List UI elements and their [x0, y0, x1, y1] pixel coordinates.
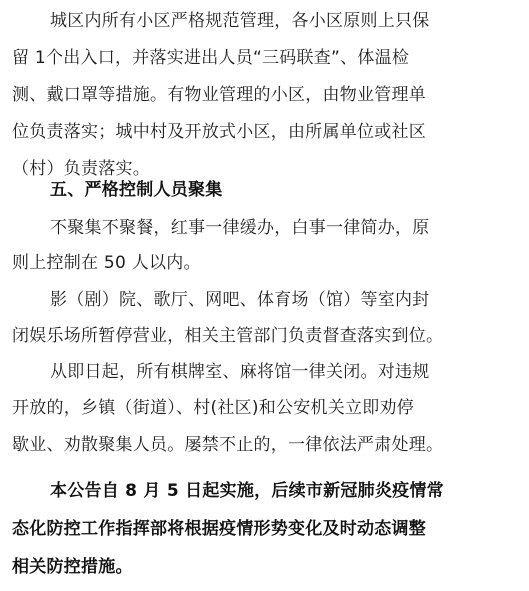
body-line: 开放的，乡镇（街道）、村(社区)和公安机关立即劝停 — [12, 398, 415, 418]
body-line: 影（剧）院、歌厅、网吧、体育场（馆）等室内封 — [50, 290, 430, 310]
body-line: 歇业、劝散聚集人员。屡禁不止的，一律依法严肃处理。 — [12, 435, 444, 455]
announcement-line: 相关防控措施。 — [12, 557, 133, 577]
announcement-line: 态化防控工作指挥部将根据疫情形势变化及时动态调整 — [12, 519, 426, 539]
body-line: 测、戴口罩等措施。有物业管理的小区，由物业管理单 — [12, 85, 426, 105]
body-line: 留 1个出入口，并落实进出人员“三码联查”、体温检 — [12, 48, 410, 68]
announcement-line: 本公告自 8 月 5 日起实施，后续市新冠肺炎疫情常 — [50, 481, 444, 501]
body-line: 位负责落实；城中村及开放式小区，由所属单位或社区 — [12, 122, 426, 142]
body-line: 城区内所有小区严格规范管理，各小区原则上只保 — [50, 11, 430, 31]
body-line: 则上控制在 50 人以内。 — [12, 253, 201, 273]
body-line: 从即日起，所有棋牌室、麻将馆一律关闭。对违规 — [50, 362, 430, 382]
section-heading: 五、严格控制人员聚集 — [50, 180, 223, 200]
body-line: （村）负责落实。 — [12, 159, 150, 179]
body-line: 闭娱乐场所暂停营业，相关主管部门负责督查落实到位。 — [12, 326, 444, 346]
body-line: 不聚集不聚餐，红事一律缓办，白事一律简办，原 — [50, 218, 430, 238]
